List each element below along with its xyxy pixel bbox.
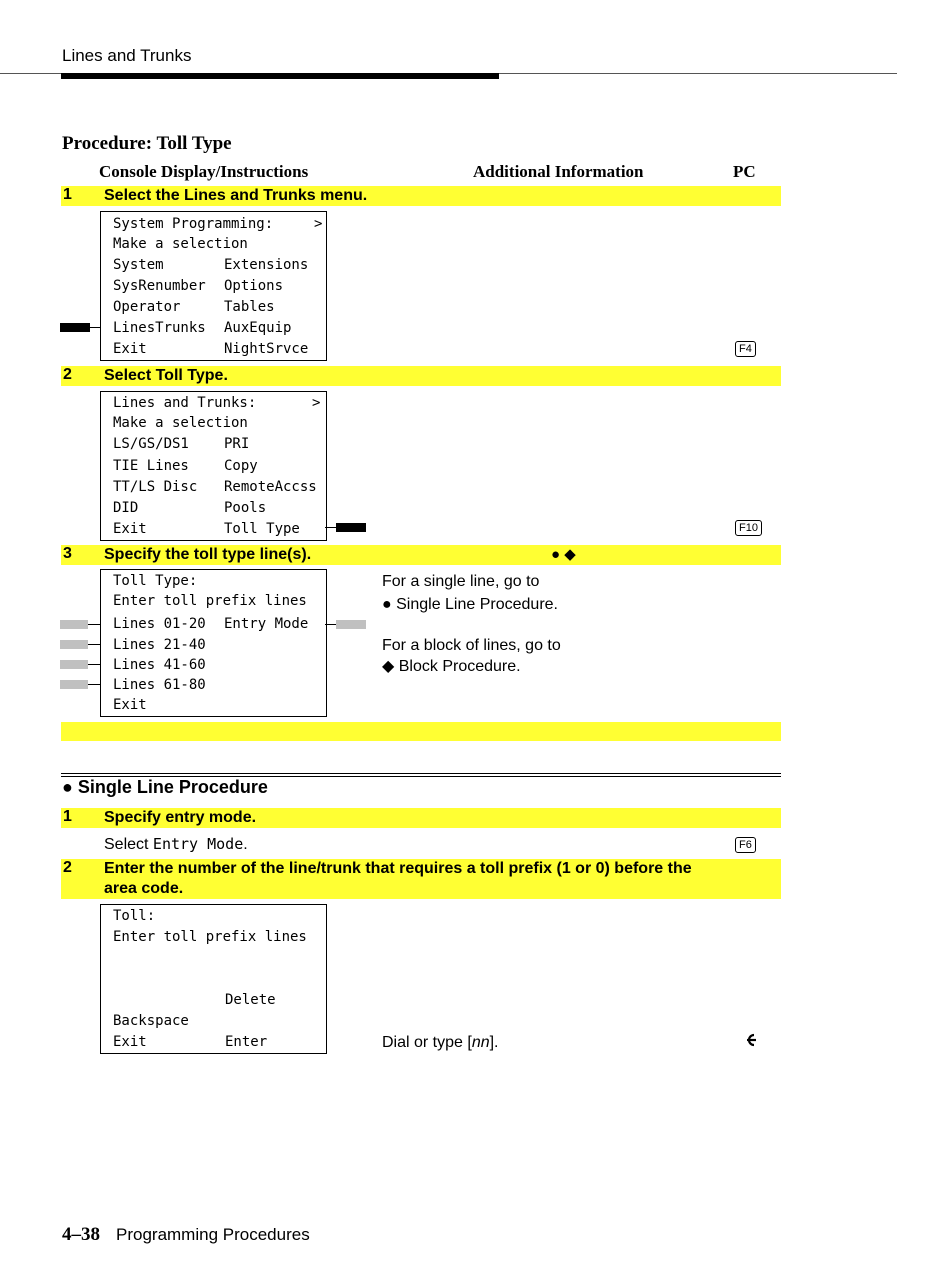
screen-option-delete[interactable]: Delete <box>225 992 276 1008</box>
menu-option-tie-lines[interactable]: TIE Lines <box>113 458 189 474</box>
step-number: 3 <box>63 545 72 562</box>
menu-option-auxequip[interactable]: AuxEquip <box>224 320 292 336</box>
marker-connector <box>88 644 100 645</box>
option-marker <box>336 620 366 629</box>
function-key-f10[interactable]: F10 <box>735 520 762 536</box>
menu-option-toll-type[interactable]: Toll Type <box>224 521 300 537</box>
screen-line: System Programming: <box>113 216 274 232</box>
screen-line: Lines and Trunks: <box>113 395 257 411</box>
step-bar-2 <box>61 366 781 386</box>
screen-line: Make a selection <box>113 415 248 431</box>
menu-option-lines-01-20[interactable]: Lines 01-20 <box>113 616 206 632</box>
option-marker <box>60 680 88 689</box>
marker-connector <box>325 527 336 528</box>
screen-option-exit[interactable]: Exit <box>113 1034 147 1050</box>
option-marker <box>60 660 88 669</box>
menu-option-did[interactable]: DID <box>113 500 139 516</box>
info-block-link[interactable]: ◆ Block Procedure. <box>382 658 521 675</box>
marker-connector <box>88 624 100 625</box>
step-bar-3 <box>61 545 781 565</box>
menu-option-exit[interactable]: Exit <box>113 697 147 713</box>
procedure-symbols: ● ◆ <box>551 546 576 563</box>
step-bar-empty <box>61 722 781 741</box>
selection-marker <box>60 323 90 332</box>
screen-line: Make a selection <box>113 236 248 252</box>
select-prefix: Select <box>104 836 153 853</box>
option-marker <box>60 640 88 649</box>
screen-arrow[interactable]: > <box>312 395 321 411</box>
function-key-f6[interactable]: F6 <box>735 837 756 853</box>
step-number: 2 <box>63 366 72 383</box>
menu-option-extensions[interactable]: Extensions <box>224 257 309 273</box>
menu-option-remoteaccss[interactable]: RemoteAccss <box>224 479 317 495</box>
console-screen-lines-and-trunks <box>100 391 327 541</box>
screen-arrow[interactable]: > <box>314 216 323 232</box>
section-rule <box>61 773 781 774</box>
marker-connector <box>325 624 336 625</box>
page-number: 4–38 <box>62 1224 100 1245</box>
step-number: 2 <box>63 859 72 876</box>
select-suffix: . <box>243 836 248 853</box>
console-screen-toll <box>100 904 327 1054</box>
menu-option-exit[interactable]: Exit <box>113 521 147 537</box>
screen-line: Toll Type: <box>113 573 198 589</box>
step-bar-1-single <box>61 808 781 828</box>
console-screen-toll-type <box>100 569 327 717</box>
screen-option-backspace[interactable]: Backspace <box>113 1013 189 1029</box>
step-number: 1 <box>63 186 72 203</box>
screen-line: Enter toll prefix lines <box>113 593 307 609</box>
select-instruction <box>104 834 248 855</box>
menu-option-lines-61-80[interactable]: Lines 61-80 <box>113 677 206 693</box>
menu-option-pools[interactable]: Pools <box>224 500 267 516</box>
menu-option-nightsrvce[interactable]: NightSrvce <box>224 341 309 357</box>
menu-option-linestrunks[interactable]: LinesTrunks <box>113 320 206 336</box>
step-bar-1 <box>61 186 781 206</box>
screen-line: Toll: <box>113 908 156 924</box>
dial-variable: nn <box>471 1034 490 1051</box>
marker-connector <box>88 684 100 685</box>
select-value: Entry Mode <box>152 835 244 853</box>
menu-option-lsgsds1[interactable]: LS/GS/DS1 <box>113 436 189 452</box>
screen-line: Enter toll prefix lines <box>113 929 307 945</box>
step-bar-2-single <box>61 859 781 899</box>
dial-prefix: Dial or type [ <box>382 1034 472 1051</box>
menu-option-system[interactable]: System <box>113 257 164 273</box>
step-text: Select the Lines and Trunks menu. <box>104 187 368 204</box>
column-header-console: Console Display/Instructions <box>99 162 309 181</box>
return-key-icon <box>741 1033 757 1047</box>
marker-connector <box>90 327 100 328</box>
procedure-title: Procedure: Toll Type <box>62 133 232 154</box>
option-marker <box>60 620 88 629</box>
step-text: Specify entry mode. <box>104 809 257 826</box>
step-text: area code. <box>104 880 184 897</box>
step-text: Specify the toll type line(s). <box>104 546 312 563</box>
menu-option-options[interactable]: Options <box>224 278 284 294</box>
dial-instruction <box>382 1033 499 1053</box>
step-number: 1 <box>63 808 72 825</box>
console-screen-system-programming <box>100 211 327 361</box>
menu-option-copy[interactable]: Copy <box>224 458 258 474</box>
column-header-pc: PC <box>733 162 756 181</box>
column-header-info: Additional Information <box>473 162 644 181</box>
step-text: Select Toll Type. <box>104 367 228 384</box>
menu-option-sysrenumber[interactable]: SysRenumber <box>113 278 206 294</box>
screen-option-enter[interactable]: Enter <box>225 1034 268 1050</box>
menu-option-ttls-disc[interactable]: TT/LS Disc <box>113 479 198 495</box>
menu-option-operator[interactable]: Operator <box>113 299 181 315</box>
menu-option-exit[interactable]: Exit <box>113 341 147 357</box>
menu-option-lines-41-60[interactable]: Lines 41-60 <box>113 657 206 673</box>
selection-marker <box>336 523 366 532</box>
step-text: Enter the number of the line/trunk that requires a toll prefix (1 or 0) before the <box>104 860 692 877</box>
header-rule-thick <box>61 73 499 79</box>
section-title-single-line: ● Single Line Procedure <box>62 777 268 797</box>
menu-option-pri[interactable]: PRI <box>224 436 250 452</box>
info-block: For a block of lines, go to <box>382 637 561 654</box>
marker-connector <box>88 664 100 665</box>
info-single-line: For a single line, go to <box>382 573 540 590</box>
function-key-f4[interactable]: F4 <box>735 341 756 357</box>
info-single-line-link[interactable]: ● Single Line Procedure. <box>382 596 558 613</box>
menu-option-lines-21-40[interactable]: Lines 21-40 <box>113 637 206 653</box>
dial-suffix: ]. <box>489 1034 499 1051</box>
running-header: Lines and Trunks <box>62 46 192 65</box>
menu-option-entry-mode[interactable]: Entry Mode <box>224 616 309 632</box>
menu-option-tables[interactable]: Tables <box>224 299 275 315</box>
footer-title: Programming Procedures <box>116 1225 310 1244</box>
